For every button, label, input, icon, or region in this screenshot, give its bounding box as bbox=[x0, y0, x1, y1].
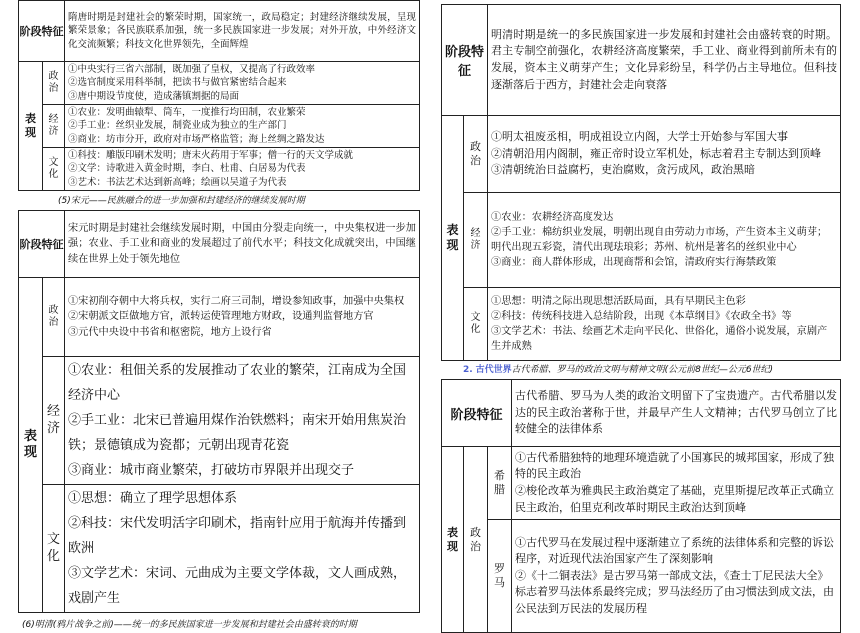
list-item: ②宋朝派文臣做地方官，派转运使管理地方财政，设通判监督地方官 bbox=[68, 311, 374, 323]
left-column bbox=[18, 0, 420, 631]
show-header: 表现 bbox=[442, 447, 464, 633]
politics-header: 政治 bbox=[464, 447, 488, 633]
list-item: ③商业：商人群体形成，出现商帮和会馆，清政府实行海禁政策 bbox=[491, 257, 777, 269]
section-label: 古代世界 bbox=[475, 365, 512, 375]
list-item: ②手工业：棉纺织业发展，明朝出现自由劳动力市场，产生资本主义萌芽；明代出现五彩瓷，清代出现珐琅彩；苏州、杭州是著名的丝织业中心 bbox=[491, 226, 828, 253]
song-yuan-culture bbox=[65, 485, 420, 613]
section-title: 古代希腊、罗马的政治文明与精神文明(公元前8世纪—公元6世纪) bbox=[511, 365, 774, 375]
stage-header: 阶段特征 bbox=[19, 211, 65, 278]
list-item: ①明太祖废丞相，明成祖设立内阁，大学士开始参与军国大事 bbox=[491, 130, 789, 144]
song-yuan-economy bbox=[65, 357, 420, 485]
show-header: 表现 bbox=[442, 116, 464, 361]
rome-header: 罗马 bbox=[488, 520, 512, 633]
greece-rome-stage: 古代希腊、罗马为人类的政治文明留下了宝贵遗产。古代希腊以发达的民主政治著称于世，并最早产生人文精神；古代罗马创立了比较健全的法律体系 bbox=[512, 380, 841, 447]
rome-politics bbox=[512, 520, 841, 633]
list-item: ②手工业：北宋已普遍用煤作治铁燃料；南宋开始用焦炭治铁；景德镇成为瓷都；元朝出现青花瓷 bbox=[68, 413, 407, 453]
stage-header: 阶段特征 bbox=[442, 380, 512, 447]
list-item: ③艺术：书法艺术达到新高峰；绘画以吴道子为代表 bbox=[68, 176, 287, 188]
song-yuan-politics bbox=[65, 278, 420, 357]
show-header: 表现 bbox=[19, 278, 43, 613]
list-item: ③文学艺术：书法、绘画艺术走向平民化、世俗化，通俗小说发展，京剧产生并成熟 bbox=[491, 326, 828, 353]
sui-tang-stage: 隋唐时期是封建社会的繁荣时期，国家统一，政局稳定；封建经济继续发展，呈现繁荣景象；各民族联系加强，统一多民族国家进一步发展；对外开放，中外经济文化交流频繁；科技文化世界领先，全面辉煌 bbox=[65, 1, 420, 62]
list-item: ②科技：宋代发明活字印刷术，指南针应用于航海并传播到欧洲 bbox=[68, 516, 407, 556]
list-item: ①科技：雕版印刷术发明；唐末火药用于军事；僧一行的天文学成就 bbox=[68, 150, 354, 162]
greece-rome-table bbox=[441, 379, 841, 633]
economy-header: 经济 bbox=[43, 105, 65, 148]
ming-qing-culture bbox=[488, 288, 841, 361]
list-item: ③元代中央设中书省和枢密院，地方上设行省 bbox=[68, 326, 272, 338]
culture-header: 文化 bbox=[43, 148, 65, 191]
song-yuan-stage: 宋元时期是封建社会继续发展时期，中国由分裂走向统一，中央集权进一步加强；农业、手工业和商业的发展超过了前代水平；科技文化成就突出，中国继续在世界上处于领先地位 bbox=[65, 211, 420, 278]
sui-tang-culture bbox=[65, 148, 420, 191]
list-item: ③文学艺术：宋词、元曲成为主要文学体裁，文人画成熟，戏剧产生 bbox=[68, 566, 407, 606]
right-column bbox=[441, 0, 841, 633]
list-item: ①中央实行三省六部制，既加强了皇权，又提高了行政效率 bbox=[68, 64, 316, 76]
stage-header: 阶段特征 bbox=[442, 5, 488, 116]
ming-qing-table bbox=[441, 4, 841, 361]
ming-qing-economy bbox=[488, 193, 841, 288]
list-item: ②清朝沿用内阁制，雍正帝时设立军机处，标志着君主专制达到顶峰 bbox=[491, 146, 822, 160]
list-item: ①古代希腊独特的地理环境造就了小国寡民的城邦国家，形成了独特的民主政治 bbox=[515, 450, 834, 481]
show-header: 表现 bbox=[19, 62, 43, 191]
ming-qing-stage: 明清时期是统一的多民族国家进一步发展和封建社会由盛转衰的时期。君主专制空前强化，农耕经济高度繁荣，手工业、商业得到前所未有的发展，资本主义萌芽产生；文化异彩纷呈，科学仍占主导地位。但科技逐渐落后于西方，封建社会走向衰落 bbox=[488, 5, 841, 116]
world-caption bbox=[441, 361, 841, 379]
politics-header: 政治 bbox=[464, 116, 488, 193]
culture-header: 文化 bbox=[464, 288, 488, 361]
list-item: ③商业：城市商业繁荣，打破坊市界限并出现交子 bbox=[68, 463, 355, 478]
list-item: ②《十二铜表法》是古罗马第一部成文法，《查士丁尼民法大全》标志着罗马法体系最终完成；罗马法经历了由习惯法到成文法，由公民法到万民法的发展历程 bbox=[515, 568, 834, 615]
sui-tang-economy bbox=[65, 105, 420, 148]
list-item: ③商业：坊市分开，政府对市场严格监管；海上丝绸之路发达 bbox=[68, 133, 325, 145]
sui-tang-table bbox=[18, 0, 420, 191]
section-number: 2. bbox=[463, 365, 473, 375]
politics-header: 政治 bbox=[43, 62, 65, 105]
economy-header: 经济 bbox=[43, 357, 65, 485]
song-caption: (5)宋元——民族融合的进一步加强和封建经济的继续发展时期 bbox=[58, 196, 305, 206]
list-item: ③唐中期设节度使，造成藩镇割据的局面 bbox=[68, 90, 240, 102]
sui-tang-politics bbox=[65, 62, 420, 105]
list-item: ②手工业：丝织业发展，制瓷业成为独立的生产部门 bbox=[68, 120, 287, 132]
list-item: ①古代罗马在发展过程中逐渐建立了系统的法律体系和完整的诉讼程序，对近现代法治国家产生了深刻影响 bbox=[515, 535, 834, 566]
greece-politics bbox=[512, 447, 841, 520]
culture-header: 文化 bbox=[43, 485, 65, 613]
politics-header: 政治 bbox=[43, 278, 65, 357]
list-item: ②文学：诗歌进入黄金时期，李白、杜甫、白居易为代表 bbox=[68, 163, 306, 175]
greece-header: 希腊 bbox=[488, 447, 512, 520]
list-item: ②梭伦改革为雅典民主政治奠定了基础，克里斯提尼改革正式确立民主政治，伯里克利改革时期民主政治达到顶峰 bbox=[515, 484, 834, 514]
economy-header: 经济 bbox=[464, 193, 488, 288]
list-item: ①农业：租佃关系的发展推动了农业的繁荣，江南成为全国经济中心 bbox=[68, 363, 407, 403]
stage-header: 阶段特征 bbox=[19, 1, 65, 62]
list-item: ①农业：发明曲辕犁、筒车，一度推行均田制，农业繁荣 bbox=[68, 107, 306, 119]
ming-qing-politics bbox=[488, 116, 841, 193]
list-item: ②选官制度采用科举制，把读书与做官紧密结合起来 bbox=[68, 77, 287, 89]
ming-caption: (6)明清(鸦片战争之前)——统一的多民族国家进一步发展和封建社会由盛转衰的时期 bbox=[22, 620, 357, 630]
list-item: ②科技：传统科技进入总结阶段，出现《本草纲目》《农政全书》等 bbox=[491, 310, 792, 322]
list-item: ①农业：农耕经济高度发达 bbox=[491, 211, 614, 223]
list-item: ③清朝统治日益腐朽，吏治腐败，贪污成风，政治黑暗 bbox=[491, 163, 756, 177]
list-item: ①思想：确立了理学思想体系 bbox=[68, 491, 238, 506]
song-yuan-table bbox=[18, 210, 420, 613]
list-item: ①思想：明清之际出现思想活跃局面，具有早期民主色彩 bbox=[491, 295, 746, 307]
list-item: ①宋初削夺朝中大将兵权，实行二府三司制，增设参知政事，加强中央集权 bbox=[68, 296, 405, 308]
